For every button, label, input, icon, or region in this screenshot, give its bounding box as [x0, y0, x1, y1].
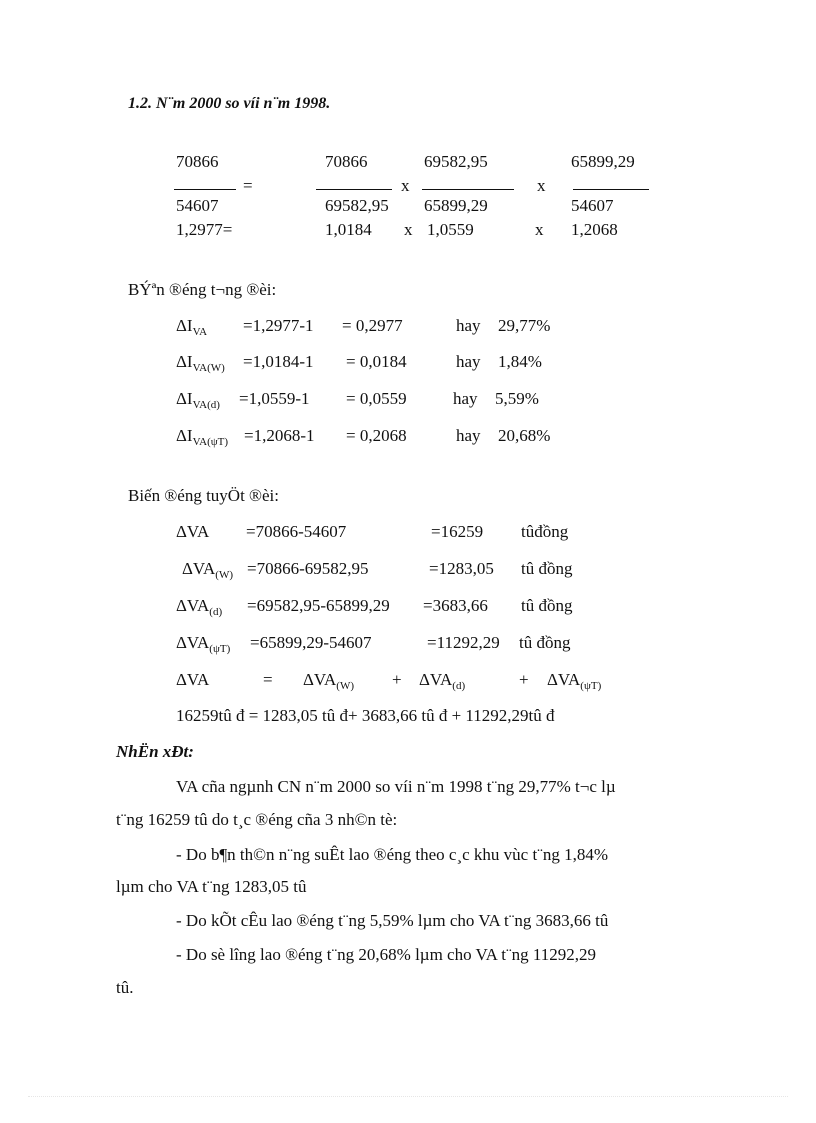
- numerator-4: 65899,29: [571, 152, 635, 171]
- absolute-row-unit: tû đồng: [521, 559, 573, 578]
- absolute-row-value: =11292,29: [427, 633, 500, 652]
- relative-row-expr: =1,0184-1: [243, 352, 314, 371]
- relative-row-value: = 0,2977: [342, 316, 403, 335]
- relative-row-label: $\Delta I_{VA}$: [176, 316, 208, 338]
- fraction-bar-1: [174, 189, 236, 190]
- relative-change-title: BÝªn ®éng t¬ng ®èi:: [128, 280, 277, 299]
- absolute-row-expr: =70866-69582,95: [247, 559, 369, 578]
- result-3: 1,0559: [427, 220, 474, 239]
- relative-row-expr: =1,2977-1: [243, 316, 314, 335]
- numerator-3: 69582,95: [424, 152, 488, 171]
- result-multiply-2: x: [535, 220, 544, 239]
- denominator-2: 69582,95: [325, 196, 389, 215]
- sum-lhs: ΔVA: [176, 670, 210, 689]
- page-bottom-divider: [28, 1096, 788, 1097]
- comment-paragraph-4: - Do sè lîng lao ®éng t¨ng 20,68% lµm cho VA t¨ng 11292,29: [176, 945, 596, 964]
- comment-paragraph-4-cont: tû.: [116, 978, 134, 997]
- comment-paragraph-1: VA cña ngµnh CN n¨m 2000 so víi n¨m 1998 t¨ng 29,77% t¬c lµ: [176, 777, 616, 796]
- sum-equals: =: [263, 670, 273, 689]
- absolute-row-label: $\Delta VA_{(d)}$: [176, 596, 223, 618]
- numerator-2: 70866: [325, 152, 368, 171]
- absolute-row-label: ΔVA: [176, 522, 210, 541]
- result-4: 1,2068: [571, 220, 618, 239]
- relative-row-label: $\Delta I_{VA(W)}$: [176, 352, 225, 374]
- relative-row-value: = 0,0559: [346, 389, 407, 408]
- sum-plus-1: +: [392, 670, 402, 689]
- multiply-sign-2: x: [537, 176, 546, 195]
- fraction-bar-4: [573, 189, 649, 190]
- absolute-row-value: =3683,66: [423, 596, 488, 615]
- sum-plus-2: +: [519, 670, 529, 689]
- absolute-row-expr: =65899,29-54607: [250, 633, 372, 652]
- absolute-change-title: Biến ®éng tuyÖt ®èi:: [128, 486, 279, 505]
- relative-row-value: = 0,0184: [346, 352, 407, 371]
- sum-term-3: $\Delta VA_{(\psi T)}$: [547, 670, 602, 692]
- absolute-row-value: =1283,05: [429, 559, 494, 578]
- relative-row-hay: hay: [456, 316, 481, 335]
- comment-paragraph-2-cont: lµm cho VA t¨ng 1283,05 tû: [116, 877, 307, 896]
- relative-row-hay: hay: [456, 352, 481, 371]
- denominator-3: 65899,29: [424, 196, 488, 215]
- comment-paragraph-3: - Do kÕt cÊu lao ®éng t¨ng 5,59% lµm cho VA t¨ng 3683,66 tû: [176, 911, 609, 930]
- fraction-bar-2: [316, 189, 392, 190]
- relative-row-hay: hay: [456, 426, 481, 445]
- relative-row-percent: 29,77%: [498, 316, 551, 335]
- comment-title: NhËn xÐt:: [116, 742, 194, 761]
- relative-row-hay: hay: [453, 389, 478, 408]
- relative-row-percent: 5,59%: [495, 389, 539, 408]
- relative-row-label: $\Delta I_{VA(\psi T)}$: [176, 426, 228, 448]
- absolute-row-unit: tû đồng: [521, 596, 573, 615]
- absolute-row-unit: tûđồng: [521, 522, 569, 541]
- fraction-bar-3: [422, 189, 514, 190]
- comment-paragraph-2: - Do b¶n th©n n¨ng suÊt lao ®éng theo c¸c khu vùc t¨ng 1,84%: [176, 845, 609, 864]
- relative-row-percent: 20,68%: [498, 426, 551, 445]
- relative-row-expr: =1,0559-1: [239, 389, 310, 408]
- section-heading: 1.2. N¨m 2000 so víi n¨m 1998.: [128, 95, 331, 112]
- comment-paragraph-1-cont: t¨ng 16259 tû do t¸c ®éng cña 3 nh©n tè:: [116, 810, 398, 829]
- result-1: 1,2977=: [176, 220, 233, 239]
- absolute-row-unit: tû đồng: [519, 633, 571, 652]
- sum-values-line: 16259tû đ = 1283,05 tû đ+ 3683,66 tû đ + 11292,29tû đ: [176, 706, 555, 725]
- result-2: 1,0184: [325, 220, 372, 239]
- relative-row-label: $\Delta I_{VA(d)}$: [176, 389, 220, 411]
- relative-row-expr: =1,2068-1: [244, 426, 315, 445]
- sum-term-2: $\Delta VA_{(d)}$: [419, 670, 466, 692]
- absolute-row-expr: =70866-54607: [246, 522, 347, 541]
- denominator-4: 54607: [571, 196, 614, 215]
- result-multiply-1: x: [404, 220, 413, 239]
- multiply-sign-1: x: [401, 176, 410, 195]
- numerator-1: 70866: [176, 152, 219, 171]
- absolute-row-value: =16259: [431, 522, 484, 541]
- equals-sign: =: [243, 176, 253, 195]
- relative-row-percent: 1,84%: [498, 352, 542, 371]
- relative-row-value: = 0,2068: [346, 426, 407, 445]
- absolute-row-label: $\Delta VA_{(W)}$: [182, 559, 234, 581]
- sum-term-1: $\Delta VA_{(W)}$: [303, 670, 355, 692]
- absolute-row-expr: =69582,95-65899,29: [247, 596, 390, 615]
- denominator-1: 54607: [176, 196, 219, 215]
- absolute-row-label: $\Delta VA_{(\psi T)}$: [176, 633, 231, 655]
